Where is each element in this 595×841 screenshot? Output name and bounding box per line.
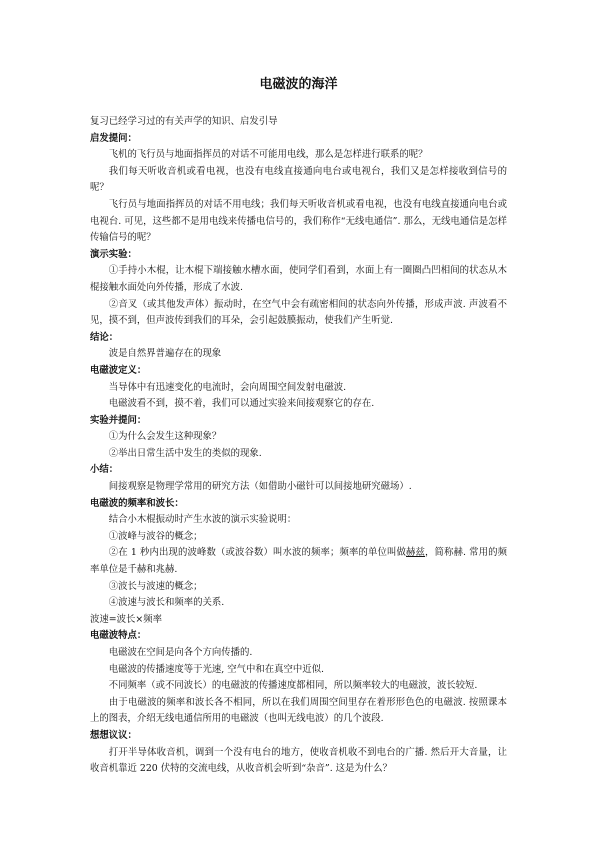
intro-text: 复习已经学习过的有关声学的知识、启发引导 <box>90 116 278 127</box>
paragraph: 飞行员与地面指挥员的对话不用电线；我们每天听收音机或看电视，也没有电线直接通向电台或电视台. 可见，这些都不是用电线来传播电信号的，我们称作“无线电通信”. 那么，无线电通信是怎样传输信号的呢？ <box>90 198 507 244</box>
paragraph: ②音叉（或其他发声体）振动时，在空气中会有疏密相间的状态向外传播，形成声波. 声波看不见，摸不到，但声波传到我们的耳朵，会引起鼓膜振动，使我们产生听觉. <box>90 298 507 327</box>
paragraph: ③波长与波速的概念； <box>108 580 203 592</box>
paragraph <box>90 545 507 578</box>
paragraph: 飞机的飞行员与地面指挥员的对话不可能用电线，那么是怎样进行联系的呢？ <box>108 149 428 161</box>
paragraph-part: ，简称赫. 常用的频率单位是千赫和兆赫. <box>90 547 507 576</box>
paragraph: 电磁波在空间是向各个方向传播的. <box>108 647 253 658</box>
paragraph: 电磁波看不到，摸不着，我们可以通过实验来间接观察它的存在. <box>108 398 375 410</box>
paragraph: 当导体中有迅速变化的电流时，会向周围空间发射电磁波. <box>108 381 347 393</box>
paragraph: 波是自然界普遍存在的现象 <box>108 348 222 360</box>
paragraph: ①手持小木棍，让木棍下端接触水槽水面，使同学们看到，水面上有一圈圈凸凹相间的状态从木棍接触水面处向外传播，形成了水波. <box>90 265 507 293</box>
heading-yanshi: 演示实验： <box>90 248 137 260</box>
heading-pinlv: 电磁波的频率和波长： <box>90 497 184 509</box>
heading-dingyi: 电磁波定义： <box>90 364 147 376</box>
paragraph: 由于电磁波的频率和波长各不相同，所以在我们周围空间里存在着形形色色的电磁波. 按照课本上的图表，介绍无线电通信所用的电磁波（也叫无线电波）的几个波段. <box>90 696 507 725</box>
heading-xiaojie: 小结： <box>90 464 119 476</box>
formula-text: 波速=波长×频率 <box>90 613 162 625</box>
underlined-term: 赫兹 <box>406 547 426 559</box>
heading-tedian: 电磁波特点： <box>90 630 147 642</box>
paragraph: ②举出日常生活中发生的类似的现象. <box>108 447 262 459</box>
paragraph: 不同频率（或不同波长）的电磁波的传播速度都相同，所以频率较大的电磁波，波长较短. <box>108 680 478 692</box>
paragraph: ④波速与波长和频率的关系. <box>108 597 225 609</box>
paragraph: 打开半导体收音机，调到一个没有电台的地方，使收音机收不到电台的广播. 然后开大音量，让收音机靠近 220 伏特的交流电线，从收音机会听到“杂音”. 这是为什么？ <box>90 746 507 775</box>
heading-xiangxiang: 想想议议： <box>90 729 137 741</box>
paragraph-part: ②在 1 秒内出现的波峰数（或波谷数）叫水波的频率；频率的单位叫做 <box>108 547 406 559</box>
heading-shiyan: 实验并提问： <box>90 414 147 426</box>
page-title: 电磁波的海洋 <box>259 77 338 92</box>
paragraph: 结合小木棍振动时产生水波的演示实验说明： <box>108 514 297 526</box>
paragraph: ①为什么会发生这种现象？ <box>108 431 222 443</box>
heading-jielun: 结论： <box>90 331 119 343</box>
heading-qishi: 启发提问： <box>90 132 137 144</box>
paragraph: 间接观察是物理学常用的研究方法（如借助小磁针可以间接地研究磁场）. <box>108 481 412 493</box>
paragraph: 我们每天听收音机或看电视，也没有电线直接通向电台或电视台，我们又是怎样接收到信号的呢？ <box>90 165 507 194</box>
paragraph: ①波峰与波谷的概念； <box>108 530 203 542</box>
paragraph: 电磁波的传播速度等于光速, 空气中和在真空中近似. <box>108 663 324 675</box>
